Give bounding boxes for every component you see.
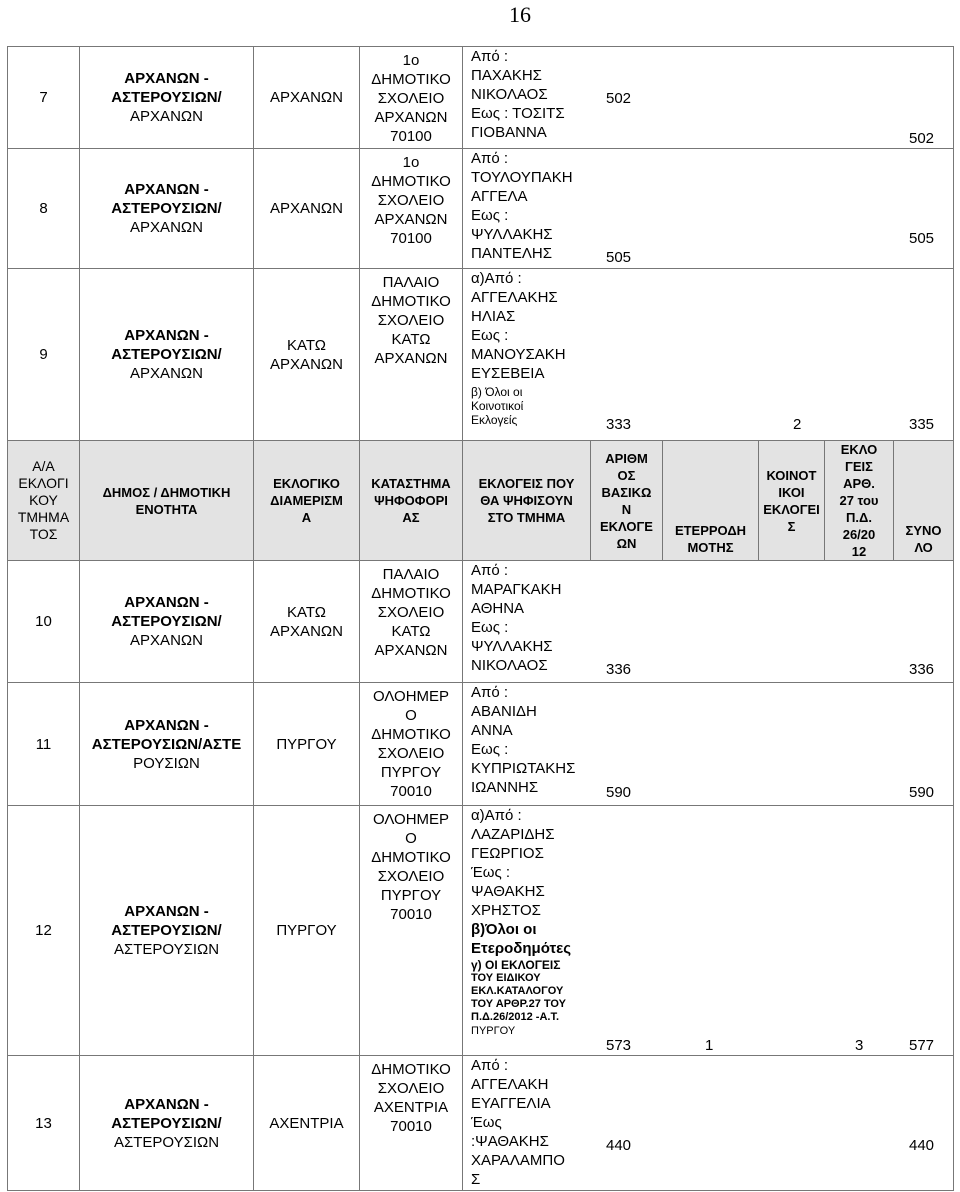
voters-cell — [463, 149, 954, 269]
table-header — [8, 441, 954, 561]
row-number: 8 — [8, 149, 80, 269]
table-row — [8, 806, 954, 1056]
electoral-district: ΑΡΧΑΝΩΝ — [254, 47, 360, 149]
polling-station: ΠΑΛΑΙΟ ΔΗΜΟΤΙΚΟ ΣΧΟΛΕΙΟ ΚΑΤΩ ΑΡΧΑΝΩΝ — [360, 269, 463, 441]
municipality-cell — [80, 149, 254, 269]
header-station: ΚΑΤΑΣΤΗΜΑ ΨΗΦΟΦΟΡΙ ΑΣ — [360, 441, 463, 561]
municipality-cell — [80, 47, 254, 149]
voters-range: Από : ΜΑΡΑΓΚΑΚΗ ΑΘΗΝΑ Εως : ΨΥΛΛΑΚΗΣ ΝΙΚΟΛΑΟΣ — [471, 562, 562, 674]
basic-voters-count: 502 — [606, 90, 632, 107]
voters-cell — [463, 47, 954, 149]
article27-note: ΤΟΥ ΕΙΔΙΚΟΥ ΕΚΛ.ΚΑΤΑΛΟΓΟΥ ΤΟΥ ΑΡΘΡ.27 ΤΟΥ Π.Δ.26/2012 -Α.Τ. — [471, 972, 566, 1023]
table-row — [8, 47, 954, 149]
community-voters-note: β) Όλοι οι Κοινοτικοί Εκλογείς — [471, 385, 524, 427]
total-count: 336 — [909, 661, 935, 678]
electoral-district: ΚΑΤΩ ΑΡΧΑΝΩΝ — [254, 269, 360, 441]
municipality-name: ΑΡΧΑΝΩΝ - ΑΣΤΕΡΟΥΣΙΩΝ/ — [111, 327, 222, 363]
voters-cell — [463, 683, 954, 806]
table-row — [8, 561, 954, 683]
municipal-unit: ΡΟΥΣΙΩΝ — [133, 754, 200, 772]
community-voters-count: 2 — [793, 416, 802, 433]
header-other-municipality: ΕΤΕΡΡΟΔΗ ΜΟΤΗΣ — [663, 441, 759, 561]
basic-voters-count: 505 — [606, 249, 632, 266]
basic-voters-count: 590 — [606, 784, 632, 801]
polling-station: ΟΛΟΗΜΕΡ Ο ΔΗΜΟΤΙΚΟ ΣΧΟΛΕΙΟ ΠΥΡΓΟΥ 70010 — [360, 806, 463, 1056]
table-row — [8, 1056, 954, 1191]
header-aa: Α/Α ΕΚΛΟΓΙ ΚΟΥ ΤΜΗΜΑ ΤΟΣ — [8, 441, 80, 561]
header-basic-voters: ΑΡΙΘΜ ΟΣ ΒΑΣΙΚΩ Ν ΕΚΛΟΓΕ ΩΝ — [591, 441, 663, 561]
municipality-cell — [80, 806, 254, 1056]
municipal-unit: ΑΣΤΕΡΟΥΣΙΩΝ — [113, 941, 220, 958]
voters-cell — [463, 806, 954, 1056]
voters-range: α)Από : ΑΓΓΕΛΑΚΗΣ ΗΛΙΑΣ Εως : ΜΑΝΟΥΣΑΚΗ ΕΥΣΕΒΕΙΑ — [471, 270, 566, 382]
total-count: 502 — [909, 130, 935, 147]
row-number: 9 — [8, 269, 80, 441]
basic-voters-count: 573 — [606, 1037, 632, 1054]
municipal-unit: ΑΡΧΑΝΩΝ — [130, 365, 203, 382]
article27-note-title: γ) ΟΙ ΕΚΛΟΓΕΙΣ — [471, 958, 561, 972]
voters-range: Από : ΑΒΑΝΙΔΗ ΑΝΝΑ Εως : ΚΥΠΡΙΩΤΑΚΗΣ ΙΩΑΝΝΗΣ — [471, 684, 576, 796]
municipality-cell — [80, 269, 254, 441]
header-total: ΣΥΝΟ ΛΟ — [894, 441, 954, 561]
municipality-cell — [80, 561, 254, 683]
total-count: 577 — [909, 1037, 935, 1054]
other-municipality-note: β)Όλοι οι Ετεροδημότες — [471, 921, 572, 957]
row-number: 10 — [8, 561, 80, 683]
municipality-name: ΑΡΧΑΝΩΝ - ΑΣΤΕΡΟΥΣΙΩΝ/ — [111, 1095, 222, 1132]
row-number: 12 — [8, 806, 80, 1056]
polling-stations-table — [7, 46, 954, 1191]
header-voters: ΕΚΛΟΓΕΙΣ ΠΟΥ ΘΑ ΨΗΦΙΣΟΥΝ ΣΤΟ ΤΜΗΜΑ — [463, 441, 591, 561]
electoral-district: ΚΑΤΩ ΑΡΧΑΝΩΝ — [254, 561, 360, 683]
header-community: ΚΟΙΝΟΤ ΙΚΟΙ ΕΚΛΟΓΕΙ Σ — [759, 441, 825, 561]
polling-station: 1ο ΔΗΜΟΤΙΚΟ ΣΧΟΛΕΙΟ ΑΡΧΑΝΩΝ 70100 — [360, 149, 463, 269]
table-row — [8, 683, 954, 806]
table-row — [8, 149, 954, 269]
page-number: 16 — [509, 2, 531, 27]
voters-range: α)Από : ΛΑΖΑΡΙΔΗΣ ΓΕΩΡΓΙΟΣ Έως : ΨΑΘΑΚΗΣ ΧΡΗΣΤΟΣ — [471, 807, 555, 919]
polling-station: ΠΑΛΑΙΟ ΔΗΜΟΤΙΚΟ ΣΧΟΛΕΙΟ ΚΑΤΩ ΑΡΧΑΝΩΝ — [360, 561, 463, 683]
municipal-unit: ΑΡΧΑΝΩΝ — [130, 632, 203, 649]
total-count: 440 — [909, 1137, 935, 1154]
electoral-district: ΠΥΡΓΟΥ — [254, 683, 360, 806]
voters-cell — [463, 1056, 954, 1191]
electoral-district: ΑΡΧΑΝΩΝ — [254, 149, 360, 269]
voters-range: Από : ΤΟΥΛΟΥΠΑΚΗ ΑΓΓΕΛΑ Εως : ΨΥΛΛΑΚΗΣ ΠΑΝΤΕΛΗΣ — [471, 150, 573, 262]
voters-cell — [463, 269, 954, 441]
total-count: 335 — [909, 416, 935, 433]
header-article27: ΕΚΛΟ ΓΕΙΣ ΑΡΘ. 27 του Π.Δ. 26/20 12 — [825, 441, 894, 561]
municipal-unit: ΑΣΤΕΡΟΥΣΙΩΝ — [113, 1133, 220, 1151]
article27-note-place: ΠΥΡΓΟΥ — [471, 1025, 516, 1037]
voters-range: Από : ΠΑΧΑΚΗΣ ΝΙΚΟΛΑΟΣ Εως : ΤΟΣΙΤΣ ΓΙΟΒΑΝΝΑ — [471, 48, 565, 141]
row-number: 13 — [8, 1056, 80, 1191]
basic-voters-count: 336 — [606, 661, 632, 678]
total-count: 505 — [909, 230, 935, 247]
municipality-cell — [80, 683, 254, 806]
other-municipality-count: 1 — [705, 1037, 714, 1054]
header-district: ΕΚΛΟΓΙΚΟ ΔΙΑΜΕΡΙΣΜ Α — [254, 441, 360, 561]
municipality-name: ΑΡΧΑΝΩΝ - ΑΣΤΕΡΟΥΣΙΩΝ/ — [111, 70, 222, 106]
total-count: 590 — [909, 784, 935, 801]
article27-count: 3 — [855, 1037, 864, 1054]
voters-range: Από : ΑΓΓΕΛΑΚΗ ΕΥΑΓΓΕΛΙΑ Έως :ΨΑΘΑΚΗΣ ΧΑΡΑΛΑΜΠΟ Σ — [471, 1057, 565, 1188]
municipality-name: ΑΡΧΑΝΩΝ - ΑΣΤΕΡΟΥΣΙΩΝ/ΑΣΤΕ — [91, 716, 242, 753]
municipal-unit: ΑΡΧΑΝΩΝ — [130, 108, 203, 125]
basic-voters-count: 440 — [606, 1137, 632, 1154]
basic-voters-count: 333 — [606, 416, 632, 433]
row-number: 7 — [8, 47, 80, 149]
municipality-name: ΑΡΧΑΝΩΝ - ΑΣΤΕΡΟΥΣΙΩΝ/ — [111, 594, 222, 630]
municipality-cell — [80, 1056, 254, 1191]
municipality-name: ΑΡΧΑΝΩΝ - ΑΣΤΕΡΟΥΣΙΩΝ/ — [111, 181, 222, 217]
polling-station: ΟΛΟΗΜΕΡ Ο ΔΗΜΟΤΙΚΟ ΣΧΟΛΕΙΟ ΠΥΡΓΟΥ 70010 — [360, 683, 463, 806]
row-number: 11 — [8, 683, 80, 806]
header-municipality: ΔΗΜΟΣ / ΔΗΜΟΤΙΚΗ ΕΝΟΤΗΤΑ — [80, 441, 254, 561]
municipality-name: ΑΡΧΑΝΩΝ - ΑΣΤΕΡΟΥΣΙΩΝ/ — [111, 903, 222, 939]
polling-station: 1ο ΔΗΜΟΤΙΚΟ ΣΧΟΛΕΙΟ ΑΡΧΑΝΩΝ 70100 — [360, 47, 463, 149]
electoral-district: ΠΥΡΓΟΥ — [254, 806, 360, 1056]
municipal-unit: ΑΡΧΑΝΩΝ — [130, 219, 203, 236]
table-row — [8, 269, 954, 441]
voters-cell — [463, 561, 954, 683]
polling-station: ΔΗΜΟΤΙΚΟ ΣΧΟΛΕΙΟ ΑΧΕΝΤΡΙΑ 70010 — [360, 1056, 463, 1191]
electoral-district: ΑΧΕΝΤΡΙΑ — [254, 1056, 360, 1191]
